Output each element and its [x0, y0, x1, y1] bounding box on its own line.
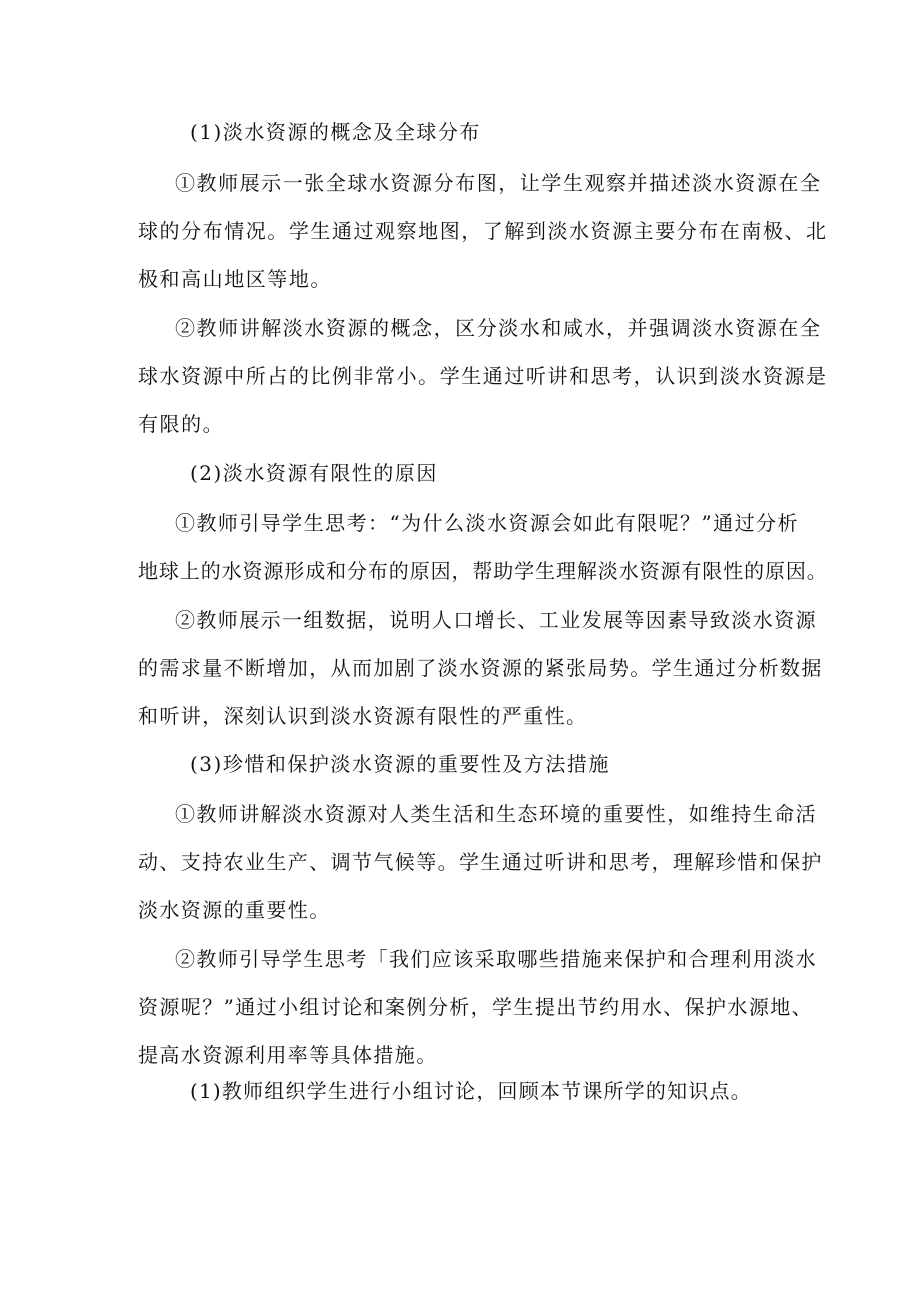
paragraph-1-line-3: 极和高山地区等地。: [138, 267, 332, 291]
section-heading-3: (3)珍惜和保护淡水资源的重要性及方法措施: [190, 752, 610, 776]
paragraph-1-line-2: 球的分布情况。学生通过观察地图，了解到淡水资源主要分布在南极、北: [138, 219, 828, 243]
paragraph-5-line-3: 淡水资源的重要性。: [138, 898, 331, 922]
paragraph-4-line-3: 和听讲，深刻认识到淡水资源有限性的严重性。: [138, 704, 588, 728]
paragraph-2-line-3: 有限的。: [138, 412, 225, 436]
paragraph-4-line-2: 的需求量不断增加，从而加剧了淡水资源的紧张局势。学生通过分析数据: [138, 656, 823, 680]
activity-item-1: (1)教师组织学生进行小组讨论，回顾本节课所学的知识点。: [190, 1079, 752, 1103]
paragraph-5-line-1: ①教师讲解淡水资源对人类生活和生态环境的重要性，如维持生命活: [175, 802, 817, 826]
paragraph-6-line-3: 提高水资源利用率等具体措施。: [138, 1043, 438, 1067]
section-heading-1: (1)淡水资源的概念及全球分布: [190, 120, 481, 144]
paragraph-1-line-1: ①教师展示一张全球水资源分布图，让学生观察并描述淡水资源在全: [175, 171, 822, 195]
paragraph-4-line-1: ②教师展示一组数据，说明人口增长、工业发展等因素导致淡水资源: [175, 608, 817, 632]
paragraph-2-line-2: 球水资源中所占的比例非常小。学生通过听讲和思考，认识到淡水资源是: [138, 364, 828, 388]
paragraph-6-line-2: 资源呢？”通过小组讨论和案例分析，学生提出节约用水、保护水源地、: [138, 995, 814, 1019]
paragraph-5-line-2: 动、支持农业生产、调节气候等。学生通过听讲和思考，理解珍惜和保护: [138, 850, 823, 874]
paragraph-2-line-1: ②教师讲解淡水资源的概念，区分淡水和咸水，并强调淡水资源在全: [175, 316, 822, 340]
section-heading-2: (2)淡水资源有限性的原因: [190, 461, 438, 485]
paragraph-6-line-1: ②教师引导学生思考「我们应该采取哪些措施来保护和合理利用淡水: [175, 947, 817, 971]
paragraph-3-line-1: ①教师引导学生思考：“为什么淡水资源会如此有限呢？”通过分析: [175, 511, 799, 535]
paragraph-3-line-2: 地球上的水资源形成和分布的原因，帮助学生理解淡水资源有限性的原因。: [138, 559, 828, 583]
